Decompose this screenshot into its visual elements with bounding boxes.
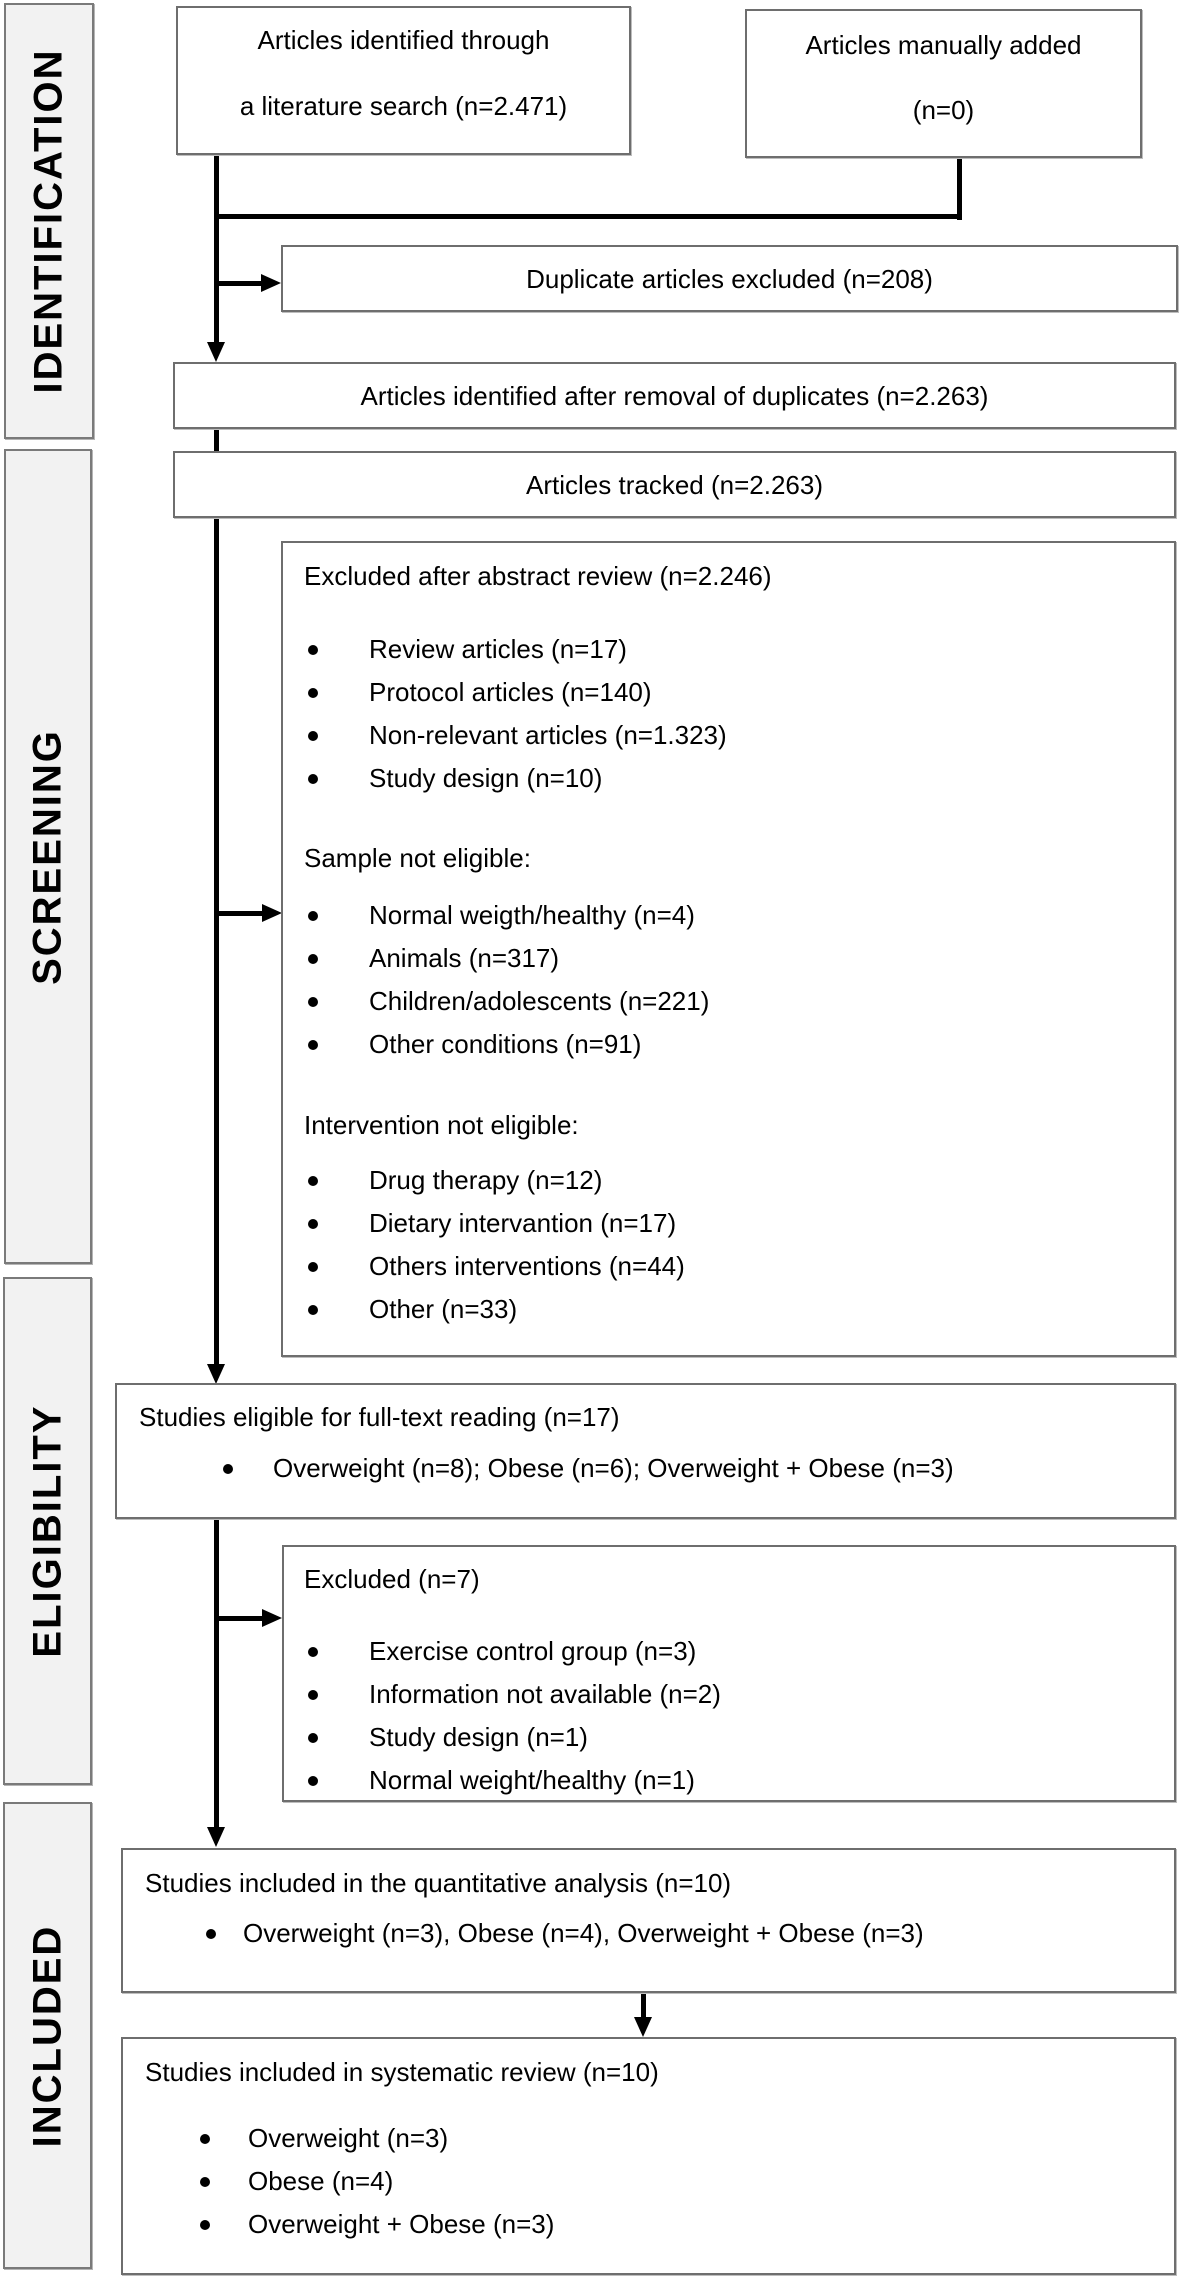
systematic-review-heading: Studies included in systematic review (n=10): [145, 2057, 659, 2087]
arrowhead-down-icon: [207, 1827, 225, 1847]
arrowhead-right-icon: [262, 1609, 282, 1627]
list-item: Other conditions (n=91): [304, 1023, 709, 1066]
connector-main-screening: [214, 518, 219, 1364]
manually-added-line2: (n=0): [912, 95, 975, 125]
box-full-text-eligible: [115, 1383, 1176, 1519]
phase-tab-screening: [4, 449, 92, 1264]
box-literature-search: [176, 6, 631, 155]
phase-tab-included: [3, 1802, 92, 2269]
box-screening-excluded: [281, 541, 1176, 1357]
intervention-not-eligible-heading: Intervention not eligible:: [304, 1110, 579, 1140]
list-item: Overweight (n=8); Obese (n=6); Overweight + Obese (n=3): [223, 1447, 954, 1490]
arrowhead-right-icon: [262, 904, 282, 922]
arrowhead-down-icon: [634, 2017, 652, 2037]
systematic-review-list: [200, 2117, 554, 2246]
box-eligibility-excluded: [282, 1545, 1176, 1802]
articles-tracked-text: Articles tracked (n=2.263): [526, 470, 823, 500]
list-item: Normal weight/healthy (n=1): [304, 1759, 721, 1802]
connector-manual-down: [957, 158, 962, 220]
connector-main-eligibility: [214, 1519, 219, 1827]
connector-to-eligibility-excluded: [216, 1616, 262, 1621]
bullet-icon: [308, 1776, 318, 1786]
box-systematic-review: [121, 2037, 1176, 2275]
screening-general-list: [304, 628, 727, 800]
bullet-icon: [308, 954, 318, 964]
box-articles-tracked: [173, 451, 1176, 518]
arrowhead-down-icon: [207, 1364, 225, 1384]
duplicates-excluded-text: Duplicate articles excluded (n=208): [526, 264, 933, 294]
list-item: Normal weigth/healthy (n=4): [304, 894, 709, 937]
list-item: Exercise control group (n=3): [304, 1630, 721, 1673]
connector-to-screening-excluded: [216, 911, 262, 916]
bullet-icon: [308, 1305, 318, 1315]
bullet-icon: [308, 997, 318, 1007]
bullet-icon: [308, 911, 318, 921]
list-item: Protocol articles (n=140): [304, 671, 727, 714]
full-text-eligible-list: [223, 1447, 954, 1490]
bullet-icon: [308, 1219, 318, 1229]
phase-label-included: INCLUDED: [25, 1924, 69, 2147]
arrowhead-down-icon: [207, 342, 225, 362]
phase-label-identification: IDENTIFICATION: [26, 48, 71, 394]
bullet-icon: [308, 774, 318, 784]
list-item: Drug therapy (n=12): [304, 1159, 685, 1202]
list-item: Overweight (n=3): [200, 2117, 554, 2160]
connector-quant-to-systematic: [641, 1993, 646, 2017]
list-item: Study design (n=10): [304, 757, 727, 800]
bullet-icon: [206, 1929, 216, 1939]
list-item: Animals (n=317): [304, 937, 709, 980]
bullet-icon: [308, 1647, 318, 1657]
bullet-icon: [308, 1733, 318, 1743]
bullet-icon: [308, 1040, 318, 1050]
manually-added-line1: Articles manually added: [805, 30, 1082, 60]
literature-search-line1: Articles identified through: [257, 25, 550, 55]
list-item: Review articles (n=17): [304, 628, 727, 671]
eligibility-excluded-heading: Excluded (n=7): [304, 1564, 480, 1594]
quantitative-analysis-heading: Studies included in the quantitative analysis (n=10): [145, 1868, 732, 1898]
box-quantitative-analysis: [121, 1848, 1176, 1993]
after-duplicates-text: Articles identified after removal of duplicates (n=2.263): [360, 381, 989, 411]
sample-not-eligible-heading: Sample not eligible:: [304, 843, 531, 873]
list-item: Study design (n=1): [304, 1716, 721, 1759]
bullet-icon: [308, 1690, 318, 1700]
arrowhead-right-icon: [261, 274, 281, 292]
box-after-duplicates: [173, 362, 1176, 429]
phase-tab-eligibility: [3, 1277, 92, 1785]
connector-main-identification: [214, 155, 219, 342]
connector-to-duplicates: [216, 281, 261, 286]
list-item: Children/adolescents (n=221): [304, 980, 709, 1023]
phase-label-screening: SCREENING: [25, 728, 70, 985]
quantitative-analysis-list: [206, 1912, 924, 1955]
list-item: Overweight (n=3), Obese (n=4), Overweight + Obese (n=3): [206, 1912, 924, 1955]
bullet-icon: [200, 2134, 210, 2144]
connector-manual-horizontal: [214, 214, 962, 219]
bullet-icon: [308, 645, 318, 655]
list-item: Overweight + Obese (n=3): [200, 2203, 554, 2246]
list-item: Other (n=33): [304, 1288, 685, 1331]
screening-excluded-heading: Excluded after abstract review (n=2.246): [304, 561, 772, 591]
list-item: Others interventions (n=44): [304, 1245, 685, 1288]
list-item: Dietary intervantion (n=17): [304, 1202, 685, 1245]
list-item: Information not available (n=2): [304, 1673, 721, 1716]
bullet-icon: [308, 1176, 318, 1186]
box-manually-added: [745, 9, 1142, 158]
literature-search-line2: a literature search (n=2.471): [239, 91, 568, 121]
bullet-icon: [308, 731, 318, 741]
list-item: Obese (n=4): [200, 2160, 554, 2203]
bullet-icon: [223, 1464, 233, 1474]
eligibility-excluded-list: [304, 1630, 721, 1802]
list-item: Non-relevant articles (n=1.323): [304, 714, 727, 757]
bullet-icon: [308, 1262, 318, 1272]
box-duplicates-excluded: [281, 245, 1178, 312]
sample-not-eligible-list: [304, 894, 709, 1066]
bullet-icon: [308, 688, 318, 698]
phase-tab-identification: [4, 3, 94, 439]
phase-label-eligibility: ELIGIBILITY: [25, 1404, 69, 1658]
full-text-eligible-heading: Studies eligible for full-text reading (n=17): [139, 1402, 620, 1432]
connector-removal-to-tracked: [214, 429, 219, 451]
intervention-not-eligible-list: [304, 1159, 685, 1331]
bullet-icon: [200, 2220, 210, 2230]
bullet-icon: [200, 2177, 210, 2187]
